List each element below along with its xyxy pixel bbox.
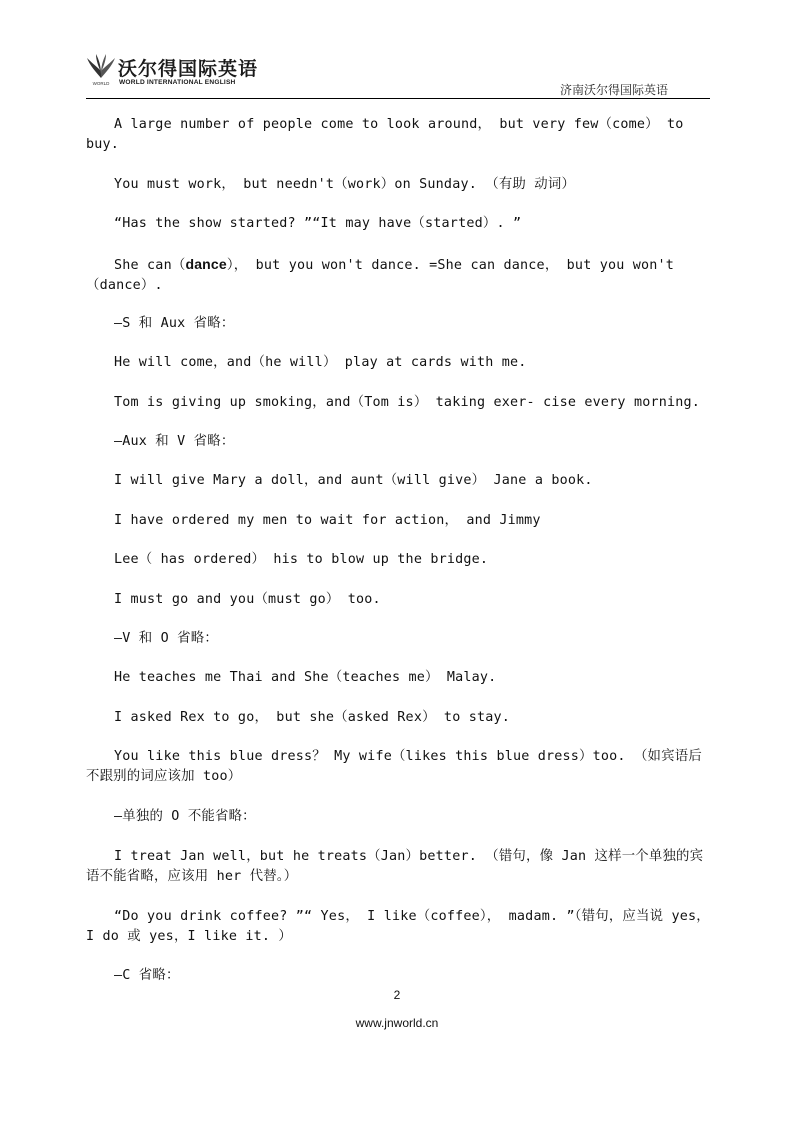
wings-logo-icon (86, 52, 116, 88)
paragraph-2: You must work， but needn't（work）on Sunday. （有助 动词） (114, 177, 576, 192)
header-divider (86, 98, 710, 99)
section-heading-c: —C 省略： (114, 968, 180, 983)
paragraph-19: “Do you drink coffee? ”“ Yes， I like（coffee）， madam. ”（错句，应当说 yes，I do 或 yes，I like it. ） (86, 909, 710, 944)
paragraph-11: Lee（ has ordered） his to blow up the bridge. (114, 552, 489, 567)
paragraph-18: I treat Jan well，but he treats（Jan）better. （错句，像 Jan 这样一个单独的宾语不能省略，应该用 her 代替。） (86, 849, 704, 884)
logo-chinese-name: 沃尔得国际英语 (118, 58, 259, 80)
paragraph-4-before: She can（ (114, 258, 186, 273)
paragraph-3: “Has the show started? ”“It may have（started）. ” (114, 216, 522, 231)
paragraph-12: I must go and you（must go） too. (114, 592, 381, 607)
paragraph-16: You like this blue dress？ My wife（likes this blue dress）too. （如宾语后不跟别的词应该加 too） (86, 749, 702, 784)
section-heading-aux-v: —Aux 和 V 省略： (114, 434, 235, 449)
paragraph-10: I have ordered my men to wait for action， and Jimmy (114, 513, 541, 528)
section-heading-v-o: —V 和 O 省略： (114, 631, 218, 646)
paragraph-15: I asked Rex to go， but she（asked Rex） to stay. (114, 710, 511, 725)
paragraph-4 (86, 254, 710, 296)
paragraph-7: Tom is giving up smoking，and（Tom is） taking exer- cise every morning. (114, 395, 701, 410)
paragraph-6: He will come，and（he will） play at cards with me. (114, 355, 527, 370)
paragraph-9: I will give Mary a doll，and aunt（will give） Jane a book. (114, 473, 593, 488)
section-heading-s-aux: —S 和 Aux 省略： (114, 316, 235, 331)
brand-logo (86, 52, 286, 92)
paragraph-1: A large number of people come to look around， but very few（come） to buy. (86, 117, 684, 152)
footer-url: www.jnworld.cn (355, 1016, 439, 1030)
emphasized-word: dance (185, 256, 227, 272)
paragraph-4-after: ）， but you won't dance. =She can dance， but you won't（dance）. (86, 258, 675, 293)
page-number: 2 (393, 988, 401, 1002)
logo-mark-text: WORLD (92, 81, 110, 86)
header-school-name: 济南沃尔得国际英语 (559, 83, 668, 97)
section-heading-single-o: —单独的 O 不能省略： (114, 809, 256, 824)
paragraph-14: He teaches me Thai and She（teaches me） Malay. (114, 670, 497, 685)
logo-english-name: WORLD INTERNATIONAL ENGLISH (119, 79, 236, 86)
